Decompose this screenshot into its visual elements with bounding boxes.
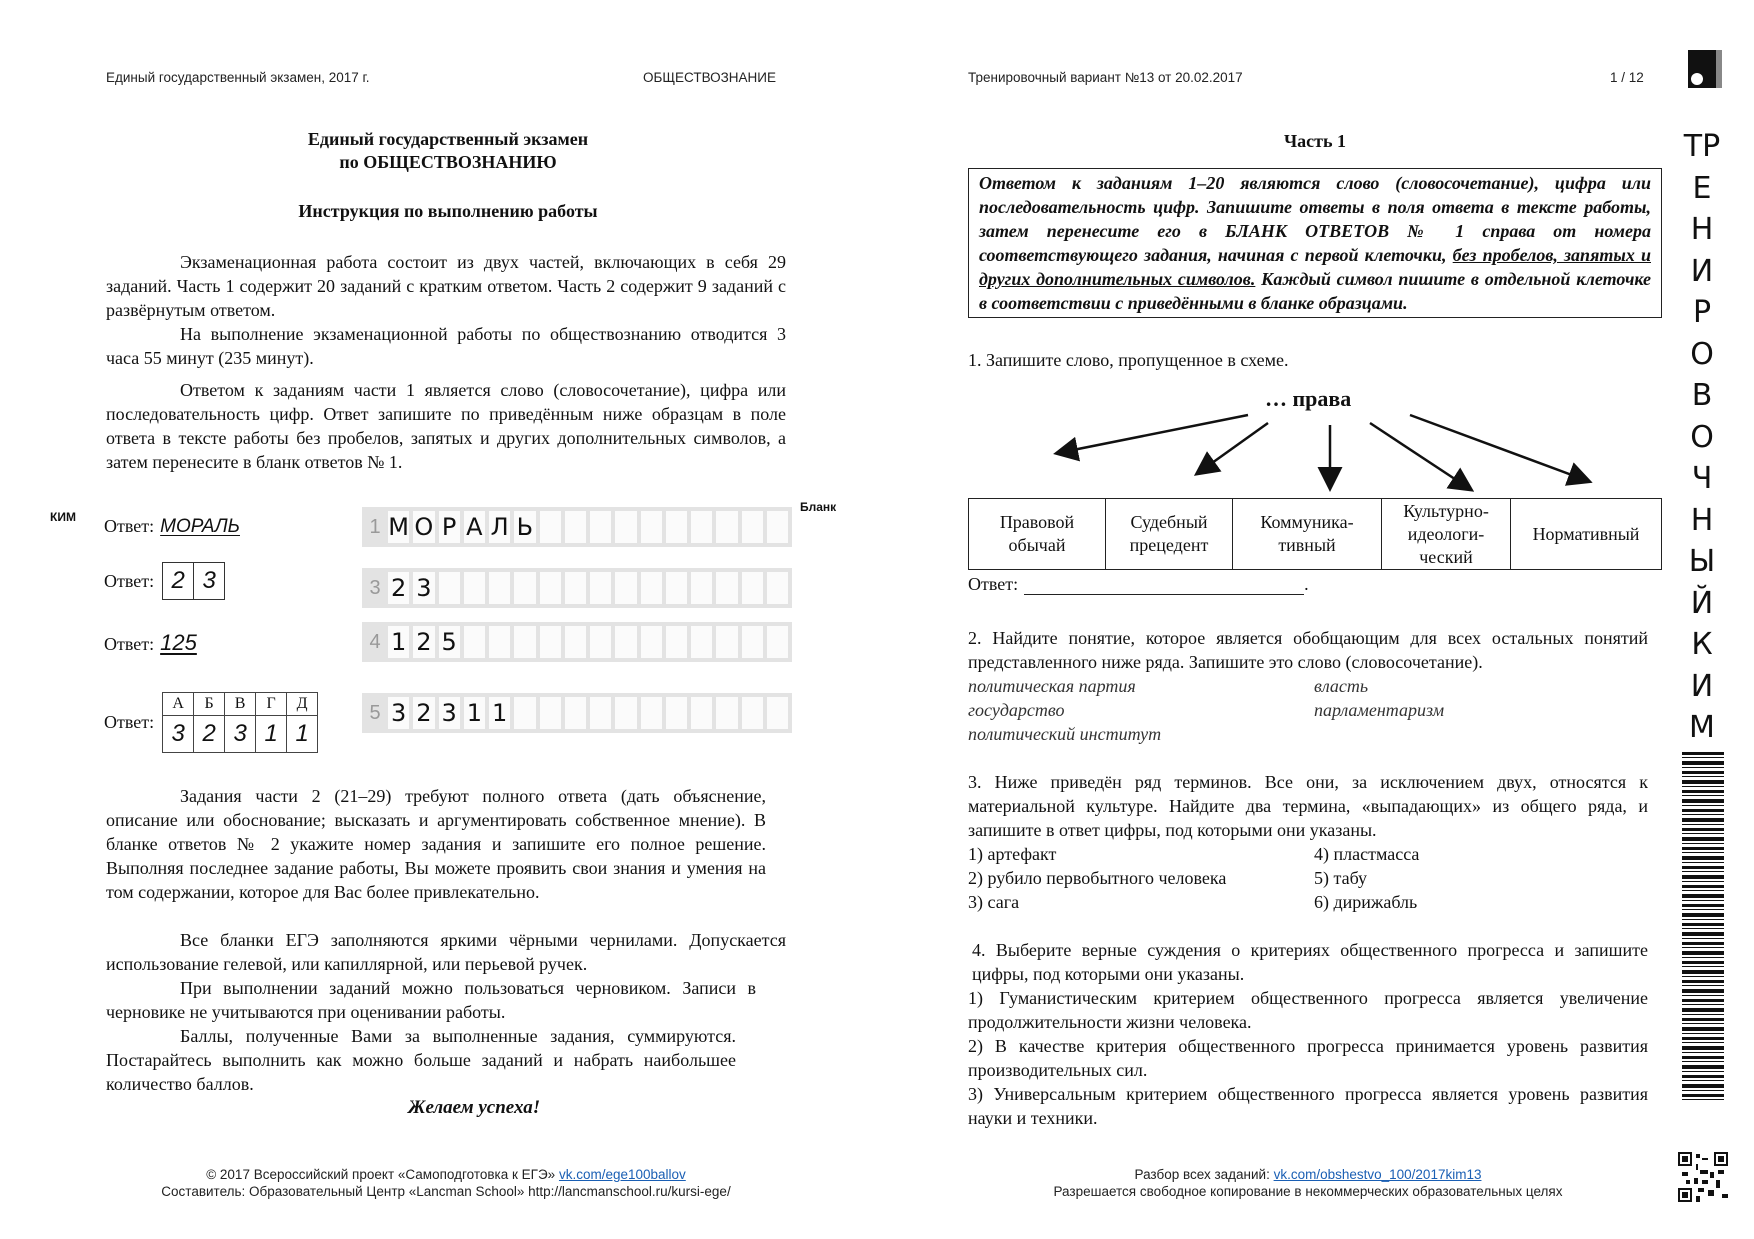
blank-cell	[540, 572, 561, 604]
blank-cell	[716, 697, 737, 729]
blank-cell	[691, 626, 712, 658]
ege-logo-icon	[1688, 50, 1722, 88]
table-header-cell: В	[225, 693, 256, 716]
blank-row-1	[362, 507, 792, 547]
vertical-letter: В	[1691, 378, 1713, 413]
blank-cells	[388, 511, 792, 543]
blank-cell	[514, 626, 535, 658]
vertical-letter: И	[1690, 668, 1714, 704]
table-header-cell: Г	[256, 693, 287, 716]
blank-task-number: 5	[369, 701, 381, 724]
blank-cell	[691, 572, 712, 604]
vertical-letter: Н	[1690, 502, 1714, 538]
sample-answer-4	[104, 692, 318, 753]
vertical-letter: Р	[1692, 295, 1712, 330]
task4-option-2: 2) В качестве критерия общественного прогресса принимается уровень развития производительных сил.	[968, 1036, 1648, 1080]
left-footer-line2: Составитель: Образовательный Центр «Lancman School» http://lancmanschool.ru/kursi-ege/	[161, 1184, 731, 1199]
review-link[interactable]: vk.com/obshestvo_100/2017kim13	[1273, 1167, 1482, 1182]
blank-cell: Ь	[514, 511, 535, 543]
blank-cell	[742, 626, 763, 658]
right-footer-line2: Разрешается свободное копирование в некоммерческих образовательных целях	[1053, 1184, 1563, 1199]
answer-label: Ответ:	[968, 574, 1019, 594]
blank-cell	[666, 697, 687, 729]
answer-label: Ответ:	[104, 516, 155, 536]
table-value-cell: 1	[287, 716, 318, 753]
blank-cell	[767, 626, 788, 658]
term-item: парламентаризм	[1314, 700, 1445, 720]
kim-answer-value: 125	[160, 630, 197, 655]
page-number: 1 / 12	[1610, 70, 1644, 85]
right-footer	[968, 1166, 1648, 1200]
part2-paragraph: Задания части 2 (21–29) требуют полного ответа (дать объяснение, описание или обоснование; высказать и аргументировать собственное мнение). В бланке ответов № 2 укажите номер задания и запишите его полное решение. Выполняя последнее задание работы, Вы можете проявить свои знания и умения на том содержании, которое для Вас более привлекательно.	[106, 786, 766, 902]
left-footer-line1	[106, 1166, 786, 1183]
blank-cell	[439, 572, 460, 604]
blank-cell	[615, 511, 636, 543]
blank-cell: О	[414, 513, 434, 541]
option-item: 6) дирижабль	[1314, 892, 1418, 912]
blank-cell	[716, 511, 737, 543]
scheme-arrows-icon	[968, 405, 1662, 497]
running-header-subject: ОБЩЕСТВОЗНАНИЕ	[643, 70, 776, 85]
score-paragraph: Баллы, полученные Вами за выполненные задания, суммируются. Постарайтесь выполнить как можно больше заданий и набрать наибольшее количество баллов.	[106, 1026, 736, 1094]
running-header-left: Единый государственный экзамен, 2017 г.	[106, 70, 370, 85]
blank-cell	[641, 572, 662, 604]
answer-label: Ответ:	[104, 712, 155, 732]
blank-cell	[489, 572, 510, 604]
task3-prompt: 3. Ниже приведён ряд терминов. Все они, за исключением двух, относятся к материальной культуре. Найдите два термина, «выпадающих» из общего ряда, и запишите в ответ цифры, под которыми они указаны.	[968, 772, 1648, 840]
vertical-letter: Е	[1692, 170, 1712, 206]
blank-cell	[590, 511, 611, 543]
table-header-cell: Д	[287, 693, 318, 716]
vertical-label	[1672, 126, 1732, 749]
blank-cell	[691, 697, 712, 729]
blank-cell	[565, 511, 586, 543]
blank-cell: 5	[439, 626, 460, 658]
scheme-cell: Судебный прецедент	[1106, 499, 1233, 570]
term-item: власть	[1314, 676, 1369, 696]
blank-task-number: 3	[369, 576, 381, 599]
blank-row-3	[362, 568, 792, 608]
option-item: 2) рубило первобытного человека	[968, 868, 1227, 888]
answer-label: Ответ:	[104, 634, 155, 654]
blank-cell	[514, 572, 535, 604]
kim-answer-cells	[162, 562, 225, 600]
table-value-cell: 3	[163, 716, 194, 753]
blank-cell	[666, 511, 687, 543]
blank-cell: 1	[464, 697, 485, 729]
option-item: 3) сага	[968, 892, 1020, 912]
blank-cell: 1	[489, 697, 510, 729]
instruction-text: Ответом к заданиям 1–20 являются слово (словосочетание), цифра или последовательность цифр. Запишите ответы в поля ответа в тексте работы, затем перенесите его в БЛАНК ОТВЕТОВ № 1 справа от номера соответствующего задания, начиная с первой клеточки,	[979, 173, 1651, 265]
table-value-cell: 1	[256, 716, 287, 753]
blank-cell	[716, 626, 737, 658]
blank-cell	[767, 572, 788, 604]
exam-title	[106, 128, 790, 174]
intro-paragraph-1: Экзаменационная работа состоит из двух частей, включающих в себя 29 заданий. Часть 1 содержит 20 заданий с кратким ответом. Часть 2 содержит 9 заданий с развёрнутым ответом.	[106, 252, 786, 320]
task4-prompt: 4. Выберите верные суждения о критериях общественного прогресса и запишите цифры, под которыми они указаны.	[972, 940, 1648, 984]
kim-label: КИМ	[50, 510, 76, 524]
blank-cell: 3	[413, 572, 434, 604]
answer-field[interactable]	[1024, 576, 1304, 595]
blank-cell: М	[388, 513, 409, 541]
blank-row-5	[362, 693, 792, 733]
barcode-icon	[1682, 752, 1724, 1100]
task4-option-3: 3) Универсальным критерием общественного прогресса является уровень развития науки и техники.	[968, 1084, 1648, 1128]
blank-cell: 3	[439, 697, 460, 729]
scheme-cell: Правовой обычай	[969, 499, 1106, 570]
kim-answer-value: МОРАЛЬ	[160, 516, 240, 537]
blank-cells	[388, 697, 792, 729]
blank-cell	[767, 511, 788, 543]
draft-paragraph: При выполнении заданий можно пользоваться черновиком. Записи в черновике не учитываются при оценивании работы.	[106, 978, 756, 1022]
blank-cell	[565, 572, 586, 604]
blank-cell	[565, 626, 586, 658]
vertical-letter: Ч	[1691, 461, 1713, 496]
blank-cell: Л	[490, 513, 509, 541]
blank-task-number: 1	[369, 515, 381, 538]
option-item: 4) пластмасса	[1314, 844, 1420, 864]
blank-cell: 2	[413, 697, 434, 729]
closing-wish: Желаем успеха!	[408, 1097, 541, 1118]
copyright-text: © 2017 Всероссийский проект «Самоподготовка к ЕГЭ»	[206, 1167, 556, 1182]
vertical-letter: М	[1689, 710, 1715, 745]
option-item: 1) артефакт	[968, 844, 1057, 864]
blank-cell	[540, 697, 561, 729]
running-header-variant: Тренировочный вариант №13 от 20.02.2017	[968, 70, 1243, 85]
scheme-cell: Нормативный	[1511, 499, 1662, 570]
scheme-table	[968, 498, 1662, 570]
task1-answer: Ответ: .	[968, 574, 1309, 594]
term-item: государство	[968, 700, 1065, 720]
table-value-cell: 2	[194, 716, 225, 753]
blank-cell	[666, 572, 687, 604]
vertical-letter: Й	[1690, 585, 1714, 621]
kim-cell: 2	[171, 567, 185, 594]
option-item: 5) табу	[1314, 868, 1368, 888]
blank-cell: А	[464, 511, 485, 543]
task3-options	[968, 842, 1648, 914]
term-item: политический институт	[968, 724, 1162, 744]
blank-cell: Р	[439, 511, 460, 543]
blank-cell: 2	[413, 626, 434, 658]
instruction-underlined: без пробелов, запятых и других дополнительных символов.	[979, 245, 1651, 289]
blank-cell	[615, 572, 636, 604]
task2-terms	[968, 674, 1648, 746]
table-header-cell: Б	[194, 693, 225, 716]
task4-option-1: 1) Гуманистическим критерием общественного прогресса является увеличение продолжительности жизни человека.	[968, 988, 1648, 1032]
blank-cell	[615, 626, 636, 658]
blank-cell: 1	[388, 626, 409, 658]
vertical-letter: Н	[1690, 212, 1714, 247]
blank-cell	[742, 511, 763, 543]
blank-cell	[742, 697, 763, 729]
intro-paragraph-2: На выполнение экзаменационной работы по обществознанию отводится 3 часа 55 минут (235 минут).	[106, 324, 786, 368]
exam-title-line2: по ОБЩЕСТВОЗНАНИЮ	[339, 152, 557, 172]
right-footer-line1	[968, 1166, 1648, 1183]
blank-cell	[540, 626, 561, 658]
blank-cell	[641, 511, 662, 543]
qr-code-icon	[1678, 1152, 1728, 1202]
scheme-root: … права	[1265, 386, 1352, 411]
blank-cell	[615, 697, 636, 729]
blank-cell	[666, 626, 687, 658]
blank-cell	[464, 626, 485, 658]
intro-paragraph-3: Ответом к заданиям части 1 является слово (словосочетание), цифра или последовательность цифр. Ответ запишите по приведённым ниже образцам в поле ответа в тексте работы без пробелов, запятых и других дополнительных символов, а затем перенесите в бланк ответов № 1.	[106, 380, 786, 472]
blank-cells	[388, 626, 792, 658]
instructions-title: Инструкция по выполнению работы	[298, 201, 598, 221]
part-title: Часть 1	[1283, 131, 1347, 151]
blank-cell	[716, 572, 737, 604]
vertical-letter: К	[1691, 627, 1713, 662]
blank-cell	[590, 697, 611, 729]
blank-cell	[641, 697, 662, 729]
blank-cell	[641, 626, 662, 658]
blank-cell	[767, 697, 788, 729]
blank-cell	[489, 626, 510, 658]
blank-cell: 3	[388, 697, 409, 729]
scheme-cell: Культурно-идеологи-ческий	[1382, 499, 1511, 570]
table-value-cell: 3	[225, 716, 256, 753]
task1-prompt: 1. Запишите слово, пропущенное в схеме.	[968, 350, 1289, 370]
left-footer	[106, 1166, 786, 1200]
vertical-letter: Ы	[1688, 544, 1716, 579]
vertical-letter: О	[1690, 336, 1714, 372]
ink-paragraph: Все бланки ЕГЭ заполняются яркими чёрными чернилами. Допускается использование гелевой, или капиллярной, или перьевой ручек.	[106, 930, 786, 974]
review-text: Разбор всех заданий:	[1134, 1167, 1270, 1182]
vk-link[interactable]: vk.com/ege100ballov	[558, 1167, 686, 1182]
blank-cell	[540, 511, 561, 543]
scheme-cell: Коммуника-тивный	[1233, 499, 1382, 570]
blank-row-4	[362, 622, 792, 662]
sample-answer-3	[104, 630, 197, 656]
vertical-letter: И	[1690, 253, 1714, 289]
kim-answer-table	[162, 692, 318, 753]
term-item: политическая партия	[968, 676, 1136, 696]
blank-cell: 2	[388, 572, 409, 604]
vertical-letter: ТР	[1683, 129, 1721, 164]
answer-label: Ответ:	[104, 570, 155, 591]
exam-title-line1: Единый государственный экзамен	[307, 129, 589, 149]
blank-label: Бланк	[800, 500, 837, 514]
instruction-box	[968, 168, 1662, 318]
blank-cell	[464, 572, 485, 604]
blank-cell	[590, 626, 611, 658]
blank-cell	[565, 697, 586, 729]
blank-cell	[691, 511, 712, 543]
instruction-text-end: Каждый символ пишите в отдельной клеточке в соответствии с приведёнными в бланке образцами.	[979, 269, 1651, 313]
vertical-letter: О	[1690, 419, 1714, 455]
blank-cells	[388, 572, 792, 604]
sample-answer-1	[104, 516, 240, 538]
blank-cell	[514, 697, 535, 729]
task2-prompt: 2. Найдите понятие, которое является обобщающим для всех остальных понятий представленного ниже ряда. Запишите это слово (словосочетание).	[968, 628, 1648, 672]
blank-cell	[742, 572, 763, 604]
sample-answer-2	[104, 562, 225, 600]
blank-cell	[590, 572, 611, 604]
table-header-cell: А	[163, 693, 194, 716]
kim-cell: 3	[193, 563, 224, 599]
blank-task-number: 4	[369, 630, 381, 653]
